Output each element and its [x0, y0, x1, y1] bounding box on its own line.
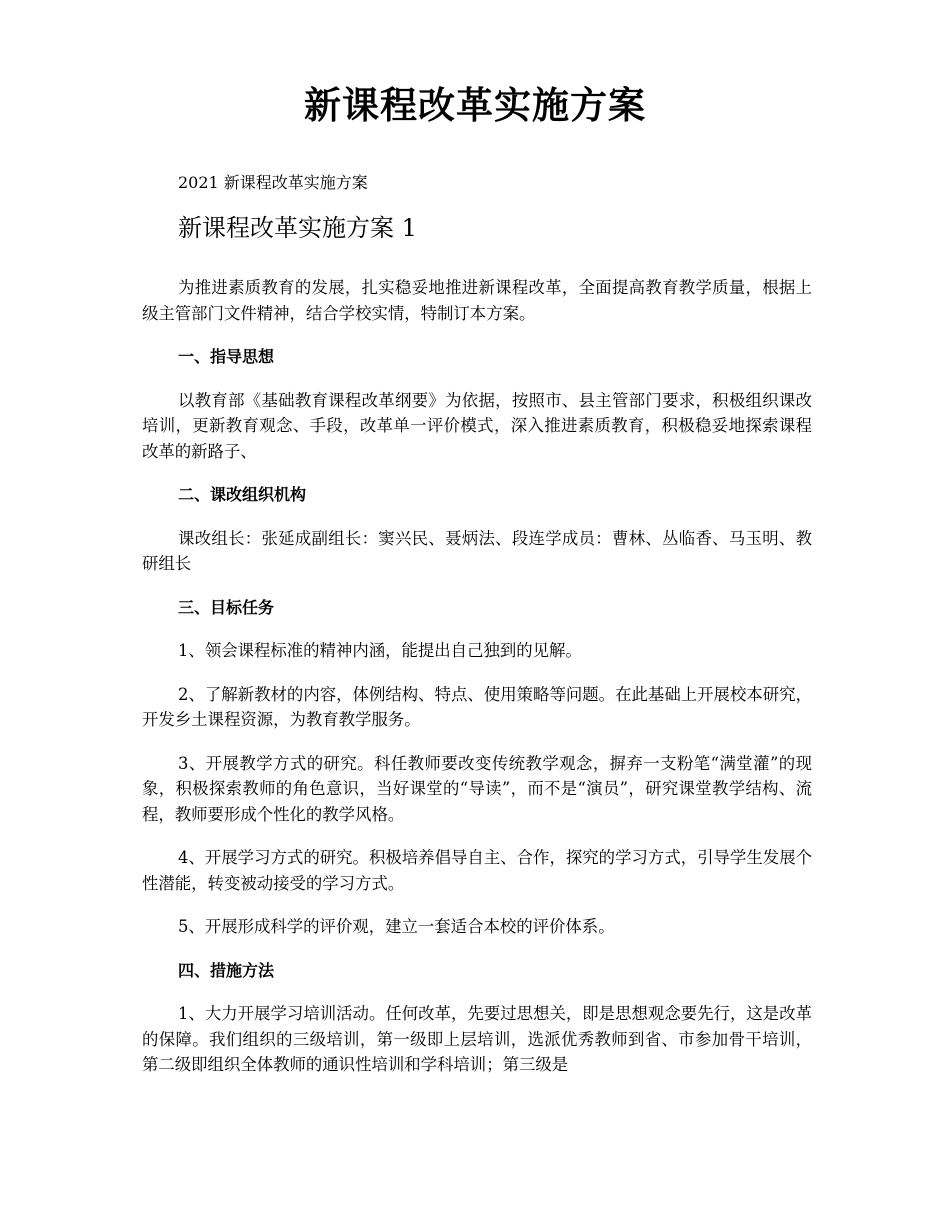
- section-title: 新课程改革实施方案 1: [178, 214, 417, 242]
- heading-organization: 二、课改组织机构: [178, 485, 307, 504]
- heading-guiding-ideology: 一、指导思想: [178, 347, 275, 366]
- heading-measures: 四、措施方法: [178, 960, 275, 980]
- paragraph-organization: 课改组长：张延成副组长：窦兴民、聂炳法、段连学成员：曹林、丛临香、马玉明、教研组长: [142, 528, 812, 573]
- goal-item-3: 3、开展教学方式的研究。科任教师要改变传统教学观念，摒弃一支粉笔“满堂灌”的现象，积极探索教师的角色意识，当好课堂的“导读”，而不是“演员”，研究课堂教学结构、流程，教师要形成个性化的教学风格。: [142, 753, 812, 824]
- measure-item-1: 1、大力开展学习培训活动。任何改革，先要过思想关，即是思想观念要先行，这是改革的保障。我们组织的三级培训，第一级即上层培训，选派优秀教师到省、市参加骨干培训，第二级即组织全体教师的通识性培训和学科培训；第三级是: [142, 1004, 812, 1074]
- goal-item-5: 5、开展形成科学的评价观，建立一套适合本校的评价体系。: [178, 917, 615, 936]
- intro-paragraph: 为推进素质教育的发展，扎实稳妥地推进新课程改革，全面提高教育教学质量，根据上级主管部门文件精神，结合学校实情，特制订本方案。: [142, 278, 812, 323]
- goal-item-1: 1、领会课程标准的精神内涵，能提出自己独到的见解。: [178, 641, 582, 660]
- goal-item-2: 2、了解新教材的内容，体例结构、特点、使用策略等问题。在此基础上开展校本研究，开发乡土课程资源，为教育教学服务。: [142, 684, 812, 729]
- document-body: [142, 275, 812, 1096]
- heading-goals: 三、目标任务: [178, 597, 275, 617]
- document-title: 新课程改革实施方案: [304, 83, 646, 127]
- document-subtitle: 2021 新课程改革实施方案: [178, 173, 368, 192]
- paragraph-guiding-ideology: 以教育部《基础教育课程改革纲要》为依据，按照市、县主管部门要求，积极组织课改培训，更新教育观念、手段，改革单一评价模式，深入推进素质教育，积极稳妥地探索课程改革的新路子、: [142, 390, 812, 461]
- goal-item-4: 4、开展学习方式的研究。积极培养倡导自主、合作，探究的学习方式，引导学生发展个性潜能，转变被动接受的学习方式。: [142, 848, 812, 893]
